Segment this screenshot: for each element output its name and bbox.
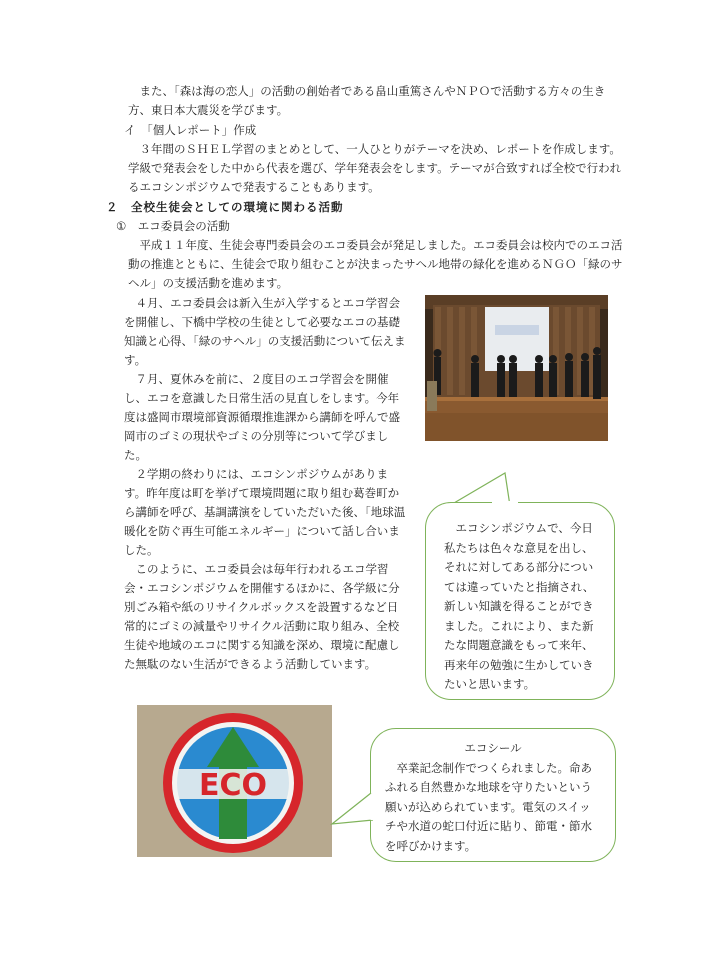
- eco-logo-text: ECO: [198, 768, 268, 803]
- intro-paragraph: また、「森は海の恋人」の活動の創始者である畠山重篤さんやＮＰＯで活動する方々の生き方、東日本大震災を学びます。: [128, 84, 606, 117]
- bubble-2-tail: [330, 790, 378, 834]
- left-column: [124, 294, 408, 674]
- paragraph-4: ２学期の終わりには、エコシンポジウムがあります。昨年度は町を挙げて環境問題に取り組む葛巻町から講師を呼び、基調講演をしていただいた後、「地球温暖化を防ぐ再生可能エネルギー」について話し合いました。: [124, 467, 406, 557]
- bubble-1-text: エコシンポジウムで、今日私たちは色々な意見を出し、それに対してある部分については違っていたと指摘され、新しい知識を得ることができました。これにより、また新たな問題意識をもって来年、再来年の勉強に生かしていきたいと思います。: [444, 521, 595, 691]
- paragraph-1: 平成１１年度、生徒会専門委員会のエコ委員会が発足しました。エコ委員会は校内でのエコ活動の推進とともに、生徒会で取り組むことが決まったサヘル地帯の緑化を進めるＮＧＯ「緑のサヘル」の支援活動を進めます。: [128, 238, 623, 290]
- paragraph-3: ７月、夏休みを前に、２度目のエコ学習会を開催し、エコを意識した日常生活の見直しをします。今年度は盛岡市環境部資源循環推進課から講師を呼んで盛岡市のゴミの現状やゴミの分別等について学びました。: [124, 372, 400, 462]
- section-2-subheading: ① エコ委員会の活動: [116, 219, 230, 233]
- bubble-2-title: エコシール: [464, 741, 522, 755]
- bubble-2-text: 卒業記念制作でつくられました。命あふれる自然豊かな地球を守りたいという願いが込められています。電気のスイッチや水道の蛇口付近に貼り、節電・節水を呼びかけます。: [385, 760, 592, 853]
- paragraph-5: このように、エコ委員会は毎年行われるエコ学習会・エコシンポジウムを開催するほかに、各学級に分別ごみ箱や紙のリサイクルボックスを設置するなど日常的にゴミの減量やリサイクル活動に取り組み、全校生徒や地域のエコに関する知識を深め、環境に配慮した無駄のない生活ができるよう活動しています。: [124, 562, 400, 671]
- section-i-text: ３年間のＳＨＥＬ学習のまとめとして、一人ひとりがテーマを決め、レポートを作成します。学級で発表会をした中から代表を選び、学年発表会をします。テーマが合致すれば全校で行われるエコシンポジウムで発表することもあります。: [128, 142, 622, 194]
- section-2-heading: ２ 全校生徒会としての環境に関わる活動: [106, 200, 344, 214]
- paragraph-2: ４月、エコ委員会は新入生が入学するとエコ学習会を開催し、下橋中学校の生徒として必要なエコの基礎知識と心得、「緑のサヘル」の支援活動について伝えます。: [124, 296, 406, 367]
- speech-bubble-2: [370, 728, 616, 862]
- bubble-1-tail-cover: [490, 496, 530, 508]
- stage-photo: [425, 295, 608, 441]
- speech-bubble-1: [425, 502, 615, 700]
- eco-seal-logo: [137, 705, 332, 857]
- stage-photo-image: [425, 295, 608, 441]
- eco-seal-photo: [137, 705, 332, 857]
- section-i-label: イ 「個人レポート」作成: [124, 123, 257, 137]
